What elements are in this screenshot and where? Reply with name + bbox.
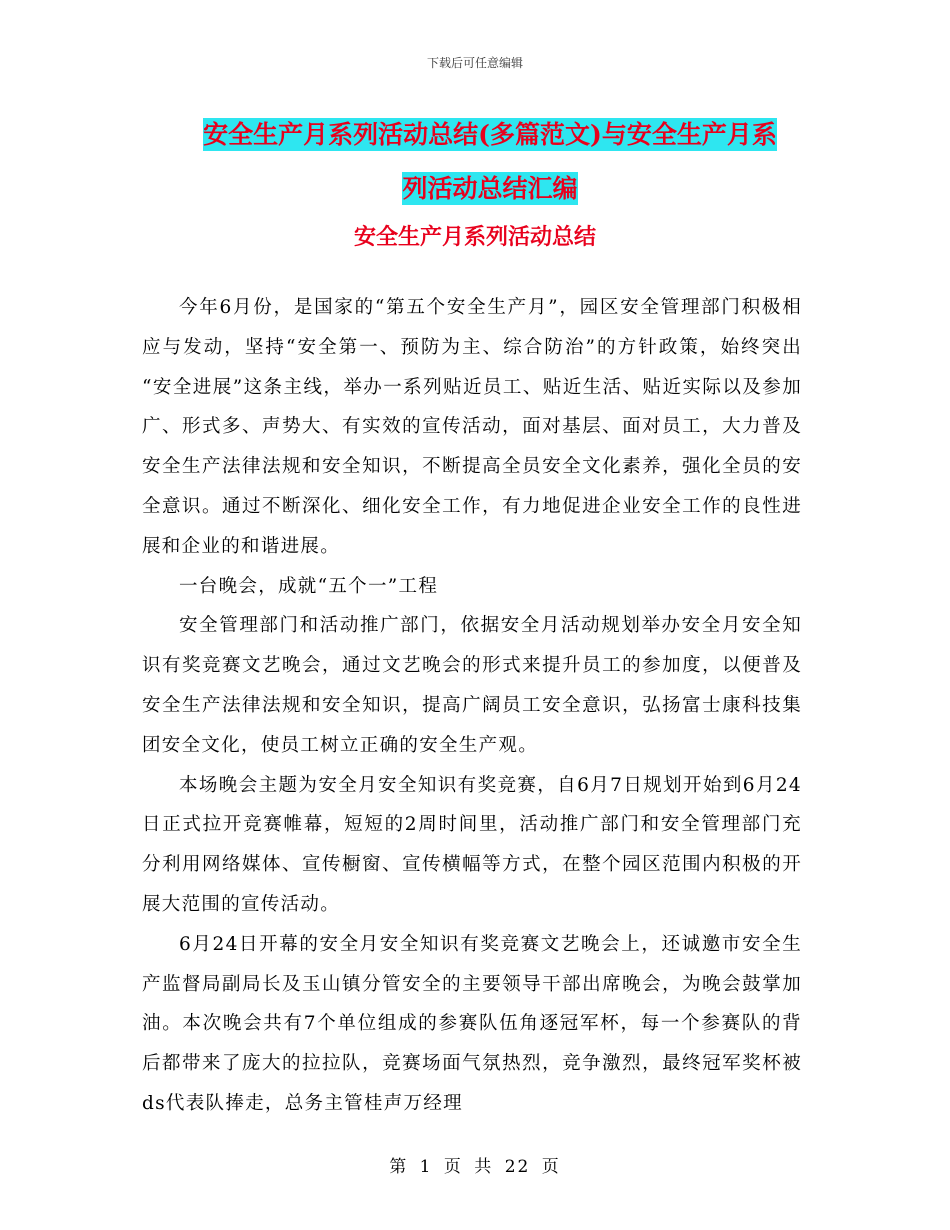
paragraph-5: 6月24日开幕的安全月安全知识有奖竞赛文艺晚会上，还诚邀市安全生产监督局副局长及玉山镇分管安全的主要领导干部出席晚会，为晚会鼓掌加油。本次晚会共有7个单位组成的参赛队伍角逐冠军杯，每一个参赛队的背后都带来了庞大的拉拉队，竞赛场面气氛热烈，竞争激烈，最终冠军奖杯被ds代表队捧走，总务主管桂声万经理 (142, 933, 802, 1114)
header-note: 下载后可任意编辑 (426, 56, 523, 70)
paragraph-4: 本场晚会主题为安全月安全知识有奖竞赛，自6月7日规划开始到6月24日正式拉开竞赛帷幕，短短的2周时间里，活动推广部门和安全管理部门充分利用网络媒体、宣传橱窗、宣传横幅等方式，在整个园区范围内积极的开展大范围的宣传活动。 (142, 774, 802, 915)
paragraph-3: 安全管理部门和活动推广部门，依据安全月活动规划举办安全月安全知识有奖竞赛文艺晚会，通过文艺晚会的形式来提升员工的参加度，以便普及安全生产法律法规和安全知识，提高广阔员工安全意识，弘扬富士康科技集团安全文化，使员工树立正确的安全生产观。 (142, 615, 802, 756)
paragraph-1: 今年6月份，是国家的“第五个安全生产月”，园区安全管理部门积极相应与发动，坚持“安全第一、预防为主、综合防治”的方针政策，始终突出 “安全进展”这条主线，举办一系列贴近员工、贴近生活、贴近实际以及参加广、形式多、声势大、有实效的宣传活动，面对基层、面对员工，大力普及安全生产法律法规和安全知识，不断提高全员安全文化素养，强化全员的安全意识。通过不断深化、细化安全工作，有力地促进企业安全工作的良性进展和企业的和谐进展。 (142, 297, 802, 557)
title-line-2: 列活动总结汇编 (402, 174, 578, 203)
paragraph-2: 一台晚会，成就“五个一”工程 (179, 575, 439, 597)
page-footer: 第 1 页 共 22 页 (389, 1157, 561, 1177)
title-line-1: 安全生产月系列活动总结(多篇范文)与安全生产月系 (203, 120, 777, 149)
body-text (142, 288, 802, 1124)
document-title (140, 108, 840, 216)
section-title: 安全生产月系列活动总结 (353, 224, 596, 250)
